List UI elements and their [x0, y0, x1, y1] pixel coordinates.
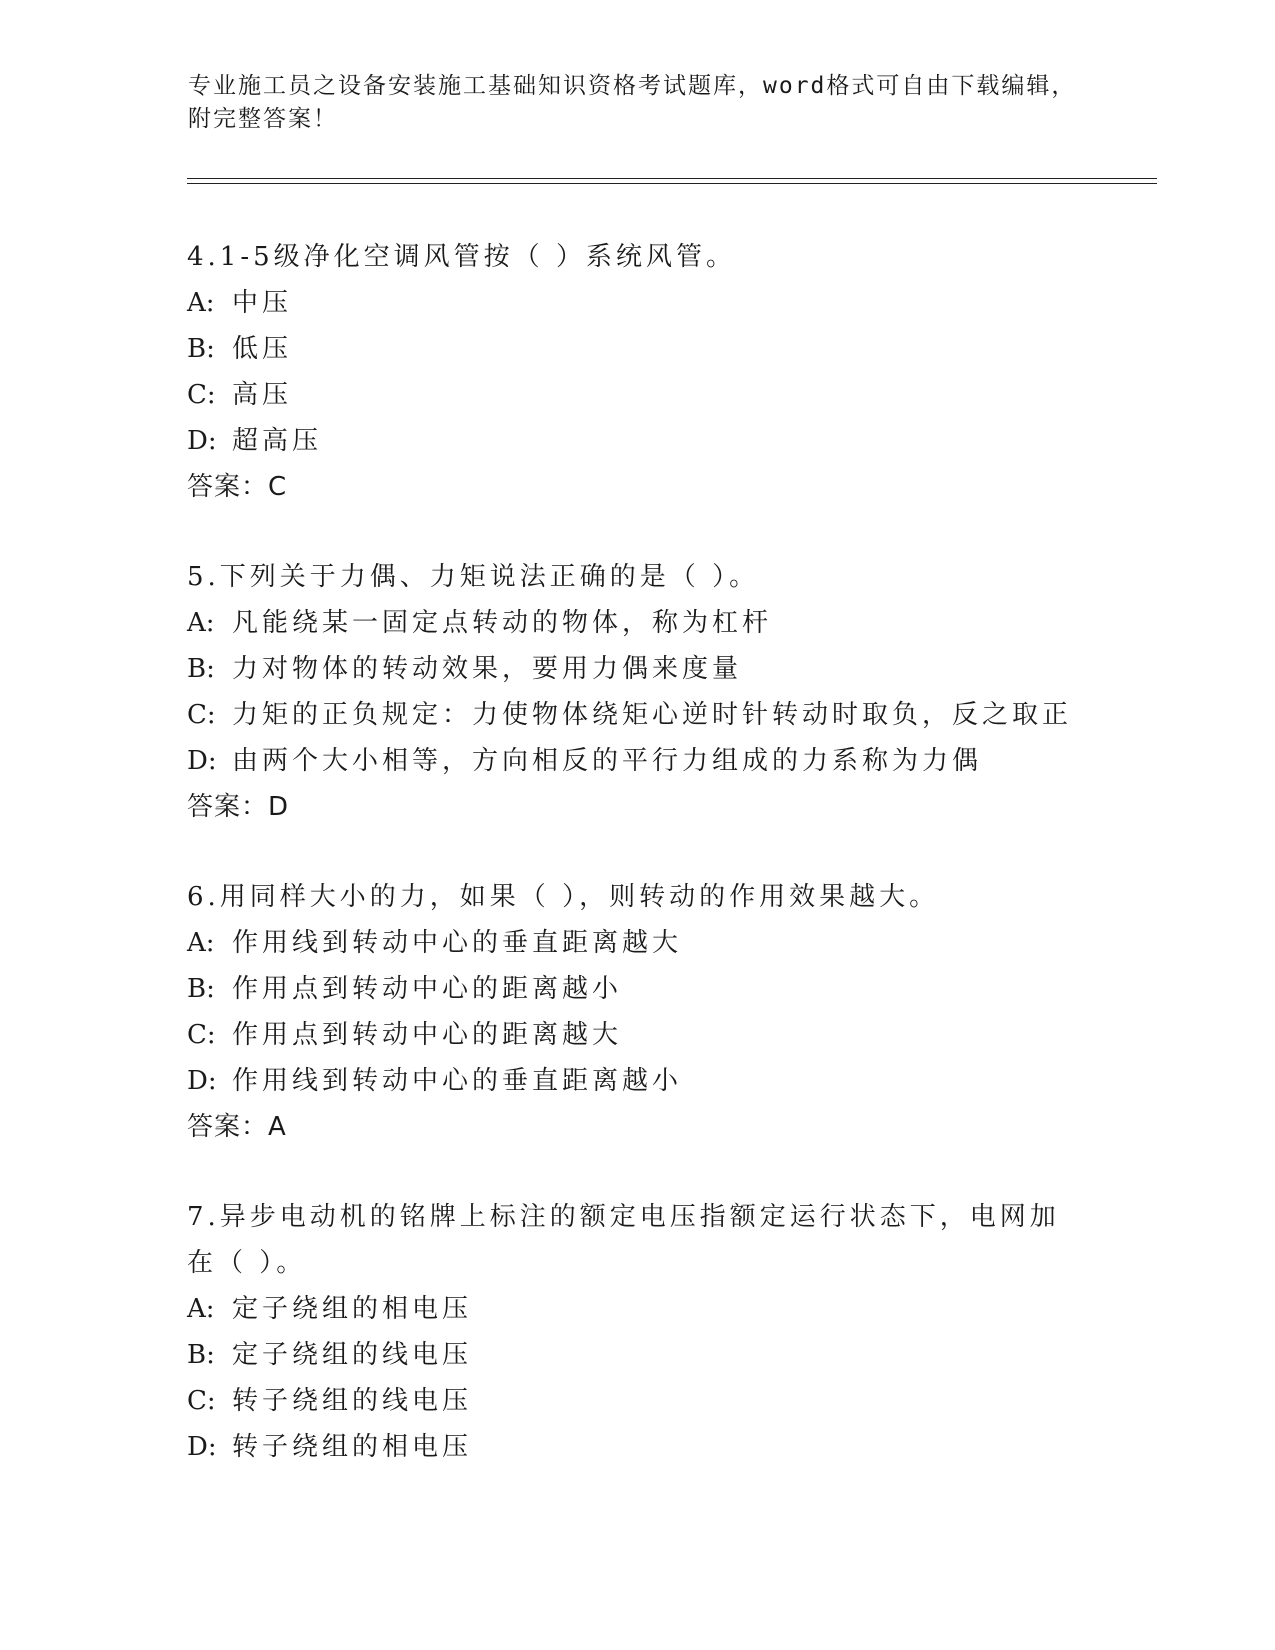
option-letter: B:: [187, 334, 215, 364]
option-b: [187, 966, 1087, 1012]
option-a: [187, 600, 1087, 646]
option-text: 定子绕组的线电压: [232, 1340, 473, 1370]
option-letter: A:: [187, 608, 215, 638]
option-letter: D:: [187, 1066, 217, 1096]
option-text: 高压: [232, 380, 293, 410]
header-divider-top: [187, 178, 1157, 179]
option-d: [187, 418, 1087, 464]
option-letter: B:: [187, 974, 215, 1004]
option-letter: C:: [187, 700, 216, 730]
option-text: 力对物体的转动效果，要用力偶来度量: [232, 654, 743, 684]
question-stem: 6.用同样大小的力，如果（ ），则转动的作用效果越大。: [187, 882, 940, 912]
option-letter: D:: [187, 746, 217, 776]
option-text: 作用线到转动中心的垂直距离越小: [232, 1066, 683, 1096]
option-d: [187, 738, 1087, 784]
option-letter: B:: [187, 1340, 215, 1370]
option-c: [187, 692, 1087, 738]
question-5: [187, 554, 1087, 830]
option-text: 定子绕组的相电压: [232, 1294, 473, 1324]
option-letter: C:: [187, 380, 216, 410]
option-letter: D:: [187, 426, 217, 456]
option-text: 作用点到转动中心的距离越大: [232, 1020, 623, 1050]
option-text: 作用线到转动中心的垂直距离越大: [232, 928, 683, 958]
option-a: [187, 920, 1087, 966]
option-text: 力矩的正负规定：力使物体绕矩心逆时针转动时取负，反之取正: [232, 700, 1073, 730]
option-text: 中压: [232, 288, 293, 318]
option-letter: B:: [187, 654, 215, 684]
question-stem: 4.1-5级净化空调风管按（ ）系统风管。: [187, 242, 736, 272]
answer-line: 答案：D: [187, 792, 290, 822]
option-a: [187, 280, 1087, 326]
option-text: 超高压: [232, 426, 323, 456]
option-text: 作用点到转动中心的距离越小: [232, 974, 623, 1004]
option-b: [187, 1332, 1087, 1378]
question-6: [187, 874, 1087, 1150]
option-d: [187, 1058, 1087, 1104]
question-4: [187, 234, 1087, 510]
question-stem: 7.异步电动机的铭牌上标注的额定电压指额定运行状态下，电网加在（ ）。: [187, 1202, 1060, 1278]
option-c: [187, 1378, 1087, 1424]
option-a: [187, 1286, 1087, 1332]
option-letter: A:: [187, 288, 215, 318]
option-letter: C:: [187, 1386, 216, 1416]
option-text: 由两个大小相等，方向相反的平行力组成的力系称为力偶: [232, 746, 983, 776]
option-text: 转子绕组的线电压: [232, 1386, 473, 1416]
answer-line: 答案：C: [187, 472, 288, 502]
document-header: 专业施工员之设备安装施工基础知识资格考试题库，word格式可自由下载编辑，附完整答案！: [188, 73, 1077, 132]
option-letter: D:: [187, 1432, 217, 1462]
option-b: [187, 326, 1087, 372]
option-letter: A:: [187, 928, 215, 958]
answer-line: 答案：A: [187, 1112, 287, 1142]
option-c: [187, 372, 1087, 418]
question-stem: 5.下列关于力偶、力矩说法正确的是（ ）。: [187, 562, 760, 592]
option-c: [187, 1012, 1087, 1058]
option-letter: A:: [187, 1294, 215, 1324]
option-text: 低压: [232, 334, 293, 364]
option-text: 凡能绕某一固定点转动的物体，称为杠杆: [232, 608, 773, 638]
header-divider-bottom: [187, 183, 1157, 184]
question-7: [187, 1194, 1087, 1470]
option-text: 转子绕组的相电压: [232, 1432, 473, 1462]
option-letter: C:: [187, 1020, 216, 1050]
option-b: [187, 646, 1087, 692]
option-d: [187, 1424, 1087, 1470]
